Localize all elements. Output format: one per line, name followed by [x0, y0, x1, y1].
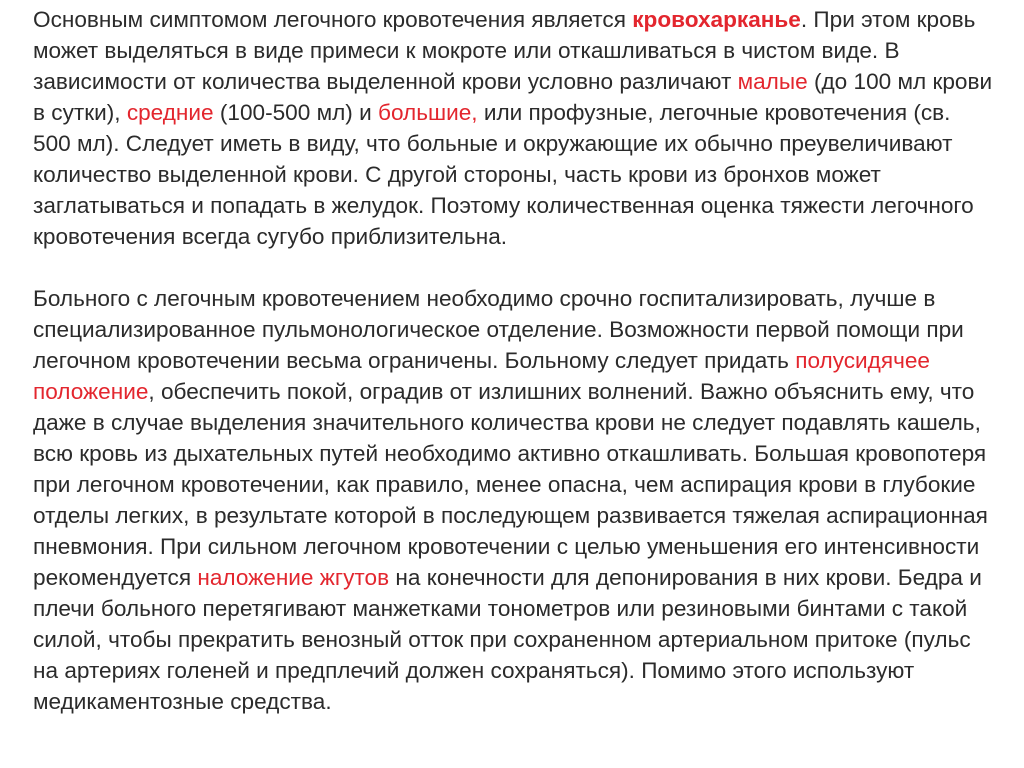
- text-span: на конечности для депонирования в них крови. Бедра и плечи больного перетягивают манжетками тонометров или резиновыми бинтами с такой силой, чтобы прекратить венозный отток при сохраненном артериальном притоке (пульс на артериях голеней и предплечий должен сохраняться). Помимо этого используют медикаментозные средства.: [33, 565, 982, 714]
- text-span: , обеспечить покой, оградив от излишних волнений. Важно объяснить ему, что даже в случае выделения значительного количества крови не следует подавлять кашель, всю кровь из дыхательных путей необходимо активно откашливать. Большая кровопотеря при легочном кровотечении, как правило, менее опасна, чем аспирация крови в глубокие отделы легких, в результате которой в последующем развивается тяжелая аспирационная пневмония. При сильном легочном кровотечении с целью уменьшения его интенсивности рекомендуется: [33, 379, 988, 590]
- highlight-term-small: малые: [737, 69, 808, 94]
- paragraph-first-aid: [33, 283, 993, 717]
- text-span: Основным симптомом легочного кровотечения является: [33, 7, 633, 32]
- paragraph-hemoptysis-intro: [33, 4, 993, 252]
- text-span: (100-500 мл) и: [213, 100, 379, 125]
- highlight-term-medium: средние: [126, 100, 214, 125]
- highlight-term-semi-sitting-position: полусидячее положение: [33, 348, 930, 404]
- highlight-term-hemoptysis: кровохарканье: [632, 7, 801, 32]
- text-span: Больного с легочным кровотечением необходимо срочно госпитализировать, лучше в специализированное пульмонологическое отделение. Возможности первой помощи при легочном кровотечении весьма ограничены. Больному следует придать: [33, 286, 964, 373]
- text-span: или профузные, легочные кровотечения (св. 500 мл). Следует иметь в виду, что больные и окружающие их обычно преувеличивают количество выделенной крови. С другой стороны, часть крови из бронхов может заглатываться и попадать в желудок. Поэтому количественная оценка тяжести легочного кровотечения всегда сугубо приблизительна.: [33, 100, 974, 249]
- text-span: (до 100 мл крови в сутки),: [33, 69, 993, 125]
- text-span: . При этом кровь может выделяться в виде примеси к мокроте или откашливаться в чистом виде. В зависимости от количества выделенной крови условно различают: [33, 7, 976, 94]
- highlight-term-tourniquets: наложение жгутов: [197, 565, 390, 590]
- highlight-term-large: большие,: [378, 100, 478, 125]
